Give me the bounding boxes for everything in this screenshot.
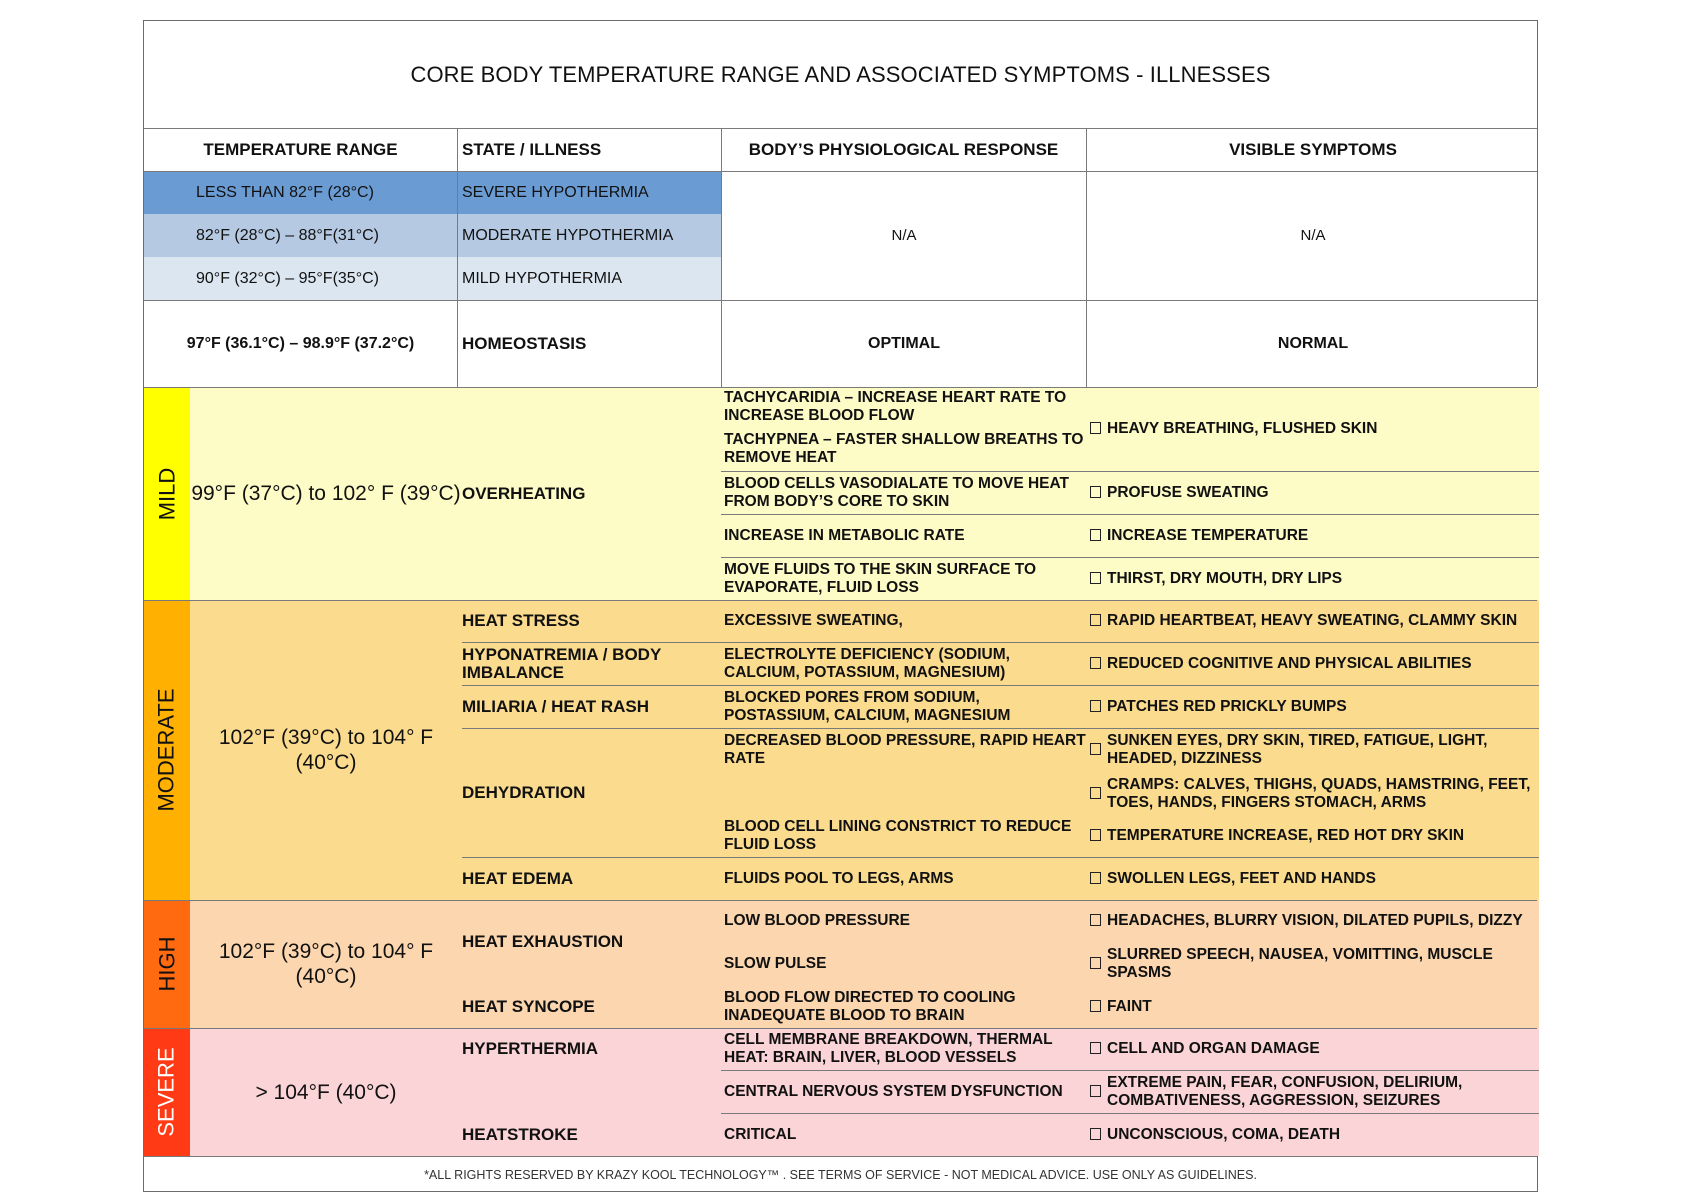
- symptom-organ-damage: CELL AND ORGAN DAMAGE: [1090, 1028, 1536, 1070]
- checkbox-icon: [1090, 829, 1101, 841]
- divider: [144, 387, 1537, 388]
- response-blood-flow-cooling: BLOOD FLOW DIRECTED TO COOLING INADEQUATE BLOOD TO BRAIN: [724, 989, 1016, 1024]
- state-moderate-hypothermia: MODERATE HYPOTHERMIA: [462, 226, 674, 244]
- level-mild-label: MILD: [154, 467, 179, 520]
- range-moderate: 102°F (39°C) to 104° F (40°C): [218, 726, 434, 774]
- response-fluid-loss: MOVE FLUIDS TO THE SKIN SURFACE TO EVAPORATE, FLUID LOSS: [724, 561, 1037, 596]
- temperature-chart-sheet: [143, 20, 1538, 1192]
- checkbox-icon: [1090, 1128, 1101, 1140]
- state-overheating: OVERHEATING: [462, 483, 586, 503]
- response-decreased-blood-pressure: DECREASED BLOOD PRESSURE, RAPID HEART RATE: [724, 732, 1086, 767]
- column-divider: [457, 128, 458, 387]
- divider: [144, 600, 1537, 601]
- checkbox-icon: [1090, 1085, 1101, 1097]
- response-excessive-sweating: EXCESSIVE SWEATING,: [724, 612, 903, 629]
- divider: [462, 857, 1539, 858]
- checkbox-icon: [1090, 572, 1101, 584]
- column-divider: [721, 128, 722, 387]
- symptom-reduced-abilities: REDUCED COGNITIVE AND PHYSICAL ABILITIES: [1090, 643, 1536, 685]
- state-mild-hypothermia: MILD HYPOTHERMIA: [462, 269, 623, 287]
- divider: [721, 514, 1539, 515]
- symptom-profuse-sweating: PROFUSE SWEATING: [1090, 472, 1536, 514]
- symptom-thirst: THIRST, DRY MOUTH, DRY LIPS: [1090, 558, 1536, 600]
- column-divider: [1086, 128, 1087, 387]
- divider: [721, 471, 1539, 472]
- state-homeostasis: HOMEOSTASIS: [462, 334, 587, 353]
- response-electrolyte-deficiency: ELECTROLYTE DEFICIENCY (SODIUM, CALCIUM, POTASSIUM, MAGNESIUM): [724, 646, 1010, 681]
- page-title: CORE BODY TEMPERATURE RANGE AND ASSOCIATED SYMPTOMS - ILLNESSES: [410, 61, 1271, 87]
- range-high: 102°F (39°C) to 104° F (40°C): [218, 940, 434, 988]
- range-mild: 99°F (37°C) to 102° F (39°C): [191, 482, 461, 505]
- response-blood-cell-lining: BLOOD CELL LINING CONSTRICT TO REDUCE FLUID LOSS: [724, 818, 1072, 853]
- level-severe-bar: [144, 1028, 190, 1156]
- divider: [721, 557, 1539, 558]
- divider: [721, 1070, 1539, 1071]
- symptom-sunken-eyes: SUNKEN EYES, DRY SKIN, TIRED, FATIGUE, LIGHT, HEADED, DIZZINESS: [1090, 729, 1536, 771]
- hypothermia-symptoms: N/A: [1300, 227, 1326, 244]
- response-vasodilate: BLOOD CELLS VASODIALATE TO MOVE HEAT FROM BODY’S CORE TO SKIN: [724, 475, 1070, 510]
- footer-disclaimer: *ALL RIGHTS RESERVED BY KRAZY KOOL TECHNOLOGY™ . SEE TERMS OF SERVICE - NOT MEDICAL ADVICE. USE ONLY AS GUIDELINES.: [424, 1167, 1257, 1182]
- symptom-rapid-heartbeat: RAPID HEARTBEAT, HEAVY SWEATING, CLAMMY SKIN: [1090, 600, 1536, 642]
- divider: [144, 900, 1537, 901]
- state-heat-stress: HEAT STRESS: [462, 611, 580, 630]
- header-visible-symptoms: VISIBLE SYMPTOMS: [1229, 140, 1397, 159]
- divider: [462, 642, 1539, 643]
- divider: [462, 728, 1539, 729]
- state-hyponatremia: HYPONATREMIA / BODY IMBALANCE: [462, 645, 661, 682]
- response-low-blood-pressure: LOW BLOOD PRESSURE: [724, 912, 911, 929]
- checkbox-icon: [1090, 614, 1101, 626]
- checkbox-icon: [1090, 787, 1101, 799]
- divider: [144, 1028, 1537, 1029]
- checkbox-icon: [1090, 872, 1101, 884]
- response-fluids-pool: FLUIDS POOL TO LEGS, ARMS: [724, 870, 954, 887]
- checkbox-icon: [1090, 743, 1101, 755]
- symptom-swollen-legs: SWOLLEN LEGS, FEET AND HANDS: [1090, 858, 1536, 900]
- level-high-label: HIGH: [154, 936, 179, 992]
- range-mild-hypothermia: 90°F (32°C) – 95°F(35°C): [196, 269, 379, 287]
- state-miliaria: MILIARIA / HEAT RASH: [462, 697, 649, 716]
- symptom-headaches: HEADACHES, BLURRY VISION, DILATED PUPILS, DIZZY: [1090, 900, 1536, 942]
- range-severe: > 104°F (40°C): [255, 1080, 397, 1104]
- checkbox-icon: [1090, 657, 1101, 669]
- level-moderate-label: MODERATE: [154, 688, 180, 812]
- level-high-bar: [144, 900, 190, 1028]
- response-slow-pulse: SLOW PULSE: [724, 955, 827, 972]
- homeostasis-response: OPTIMAL: [868, 335, 940, 352]
- level-moderate-bar: [144, 600, 190, 900]
- checkbox-icon: [1090, 529, 1101, 541]
- level-mild-bar: [144, 387, 190, 600]
- hypothermia-response: N/A: [891, 227, 917, 244]
- homeostasis-symptoms: NORMAL: [1277, 335, 1349, 352]
- state-heat-edema: HEAT EDEMA: [462, 869, 574, 888]
- response-tachycardia: TACHYCARIDIA – INCREASE HEART RATE TO INCREASE BLOOD FLOW: [724, 389, 1067, 424]
- state-heat-exhaustion: HEAT EXHAUSTION: [462, 932, 624, 951]
- response-cell-membrane: CELL MEMBRANE BREAKDOWN, THERMAL HEAT: BRAIN, LIVER, BLOOD VESSELS: [724, 1031, 1053, 1066]
- response-blocked-pores: BLOCKED PORES FROM SODIUM, POSTASSIUM, CALCIUM, MAGNESIUM: [724, 689, 1011, 724]
- level-severe-label: SEVERE: [154, 1047, 180, 1137]
- range-homeostasis: 97°F (36.1°C) – 98.9°F (37.2°C): [186, 335, 415, 352]
- checkbox-icon: [1090, 422, 1101, 434]
- response-critical: CRITICAL: [724, 1126, 797, 1143]
- state-heatstroke: HEATSTROKE: [462, 1125, 578, 1144]
- symptom-extreme-pain: EXTREME PAIN, FEAR, CONFUSION, DELIRIUM, COMBATIVENESS, AGGRESSION, SEIZURES: [1090, 1071, 1536, 1113]
- state-heat-syncope: HEAT SYNCOPE: [462, 997, 595, 1016]
- divider: [721, 1113, 1539, 1114]
- checkbox-icon: [1090, 700, 1101, 712]
- response-tachypnea: TACHYPNEA – FASTER SHALLOW BREATHS TO REMOVE HEAT: [724, 431, 1084, 466]
- symptom-faint: FAINT: [1090, 986, 1536, 1028]
- symptom-red-hot-skin: TEMPERATURE INCREASE, RED HOT DRY SKIN: [1090, 815, 1536, 857]
- state-hyperthermia: HYPERTHERMIA: [462, 1039, 599, 1058]
- header-state-illness: STATE / ILLNESS: [462, 140, 602, 159]
- divider: [462, 685, 1539, 686]
- response-cns-dysfunction: CENTRAL NERVOUS SYSTEM DYSFUNCTION: [724, 1083, 1063, 1100]
- symptom-prickly-bumps: PATCHES RED PRICKLY BUMPS: [1090, 686, 1536, 728]
- checkbox-icon: [1090, 486, 1101, 498]
- checkbox-icon: [1090, 1000, 1101, 1012]
- symptom-increase-temperature: INCREASE TEMPERATURE: [1090, 515, 1536, 557]
- range-severe-hypothermia: LESS THAN 82°F (28°C): [196, 184, 374, 201]
- symptom-cramps: CRAMPS: CALVES, THIGHS, QUADS, HAMSTRING, FEET, TOES, HANDS, FINGERS STOMACH, ARMS: [1090, 773, 1536, 815]
- checkbox-icon: [1090, 957, 1101, 969]
- symptom-heavy-breathing: HEAVY BREATHING, FLUSHED SKIN: [1090, 387, 1536, 471]
- header-temperature-range: TEMPERATURE RANGE: [203, 140, 398, 159]
- checkbox-icon: [1090, 1042, 1101, 1054]
- state-dehydration: DEHYDRATION: [462, 783, 586, 802]
- range-moderate-hypothermia: 82°F (28°C) – 88°F(31°C): [196, 226, 379, 244]
- state-severe-hypothermia: SEVERE HYPOTHERMIA: [462, 184, 649, 201]
- header-physiological-response: BODY’S PHYSIOLOGICAL RESPONSE: [748, 140, 1059, 159]
- checkbox-icon: [1090, 914, 1101, 926]
- response-metabolic-rate: INCREASE IN METABOLIC RATE: [724, 527, 965, 544]
- symptom-slurred-speech: SLURRED SPEECH, NAUSEA, VOMITTING, MUSCLE SPASMS: [1090, 943, 1536, 985]
- symptom-unconscious: UNCONSCIOUS, COMA, DEATH: [1090, 1114, 1536, 1156]
